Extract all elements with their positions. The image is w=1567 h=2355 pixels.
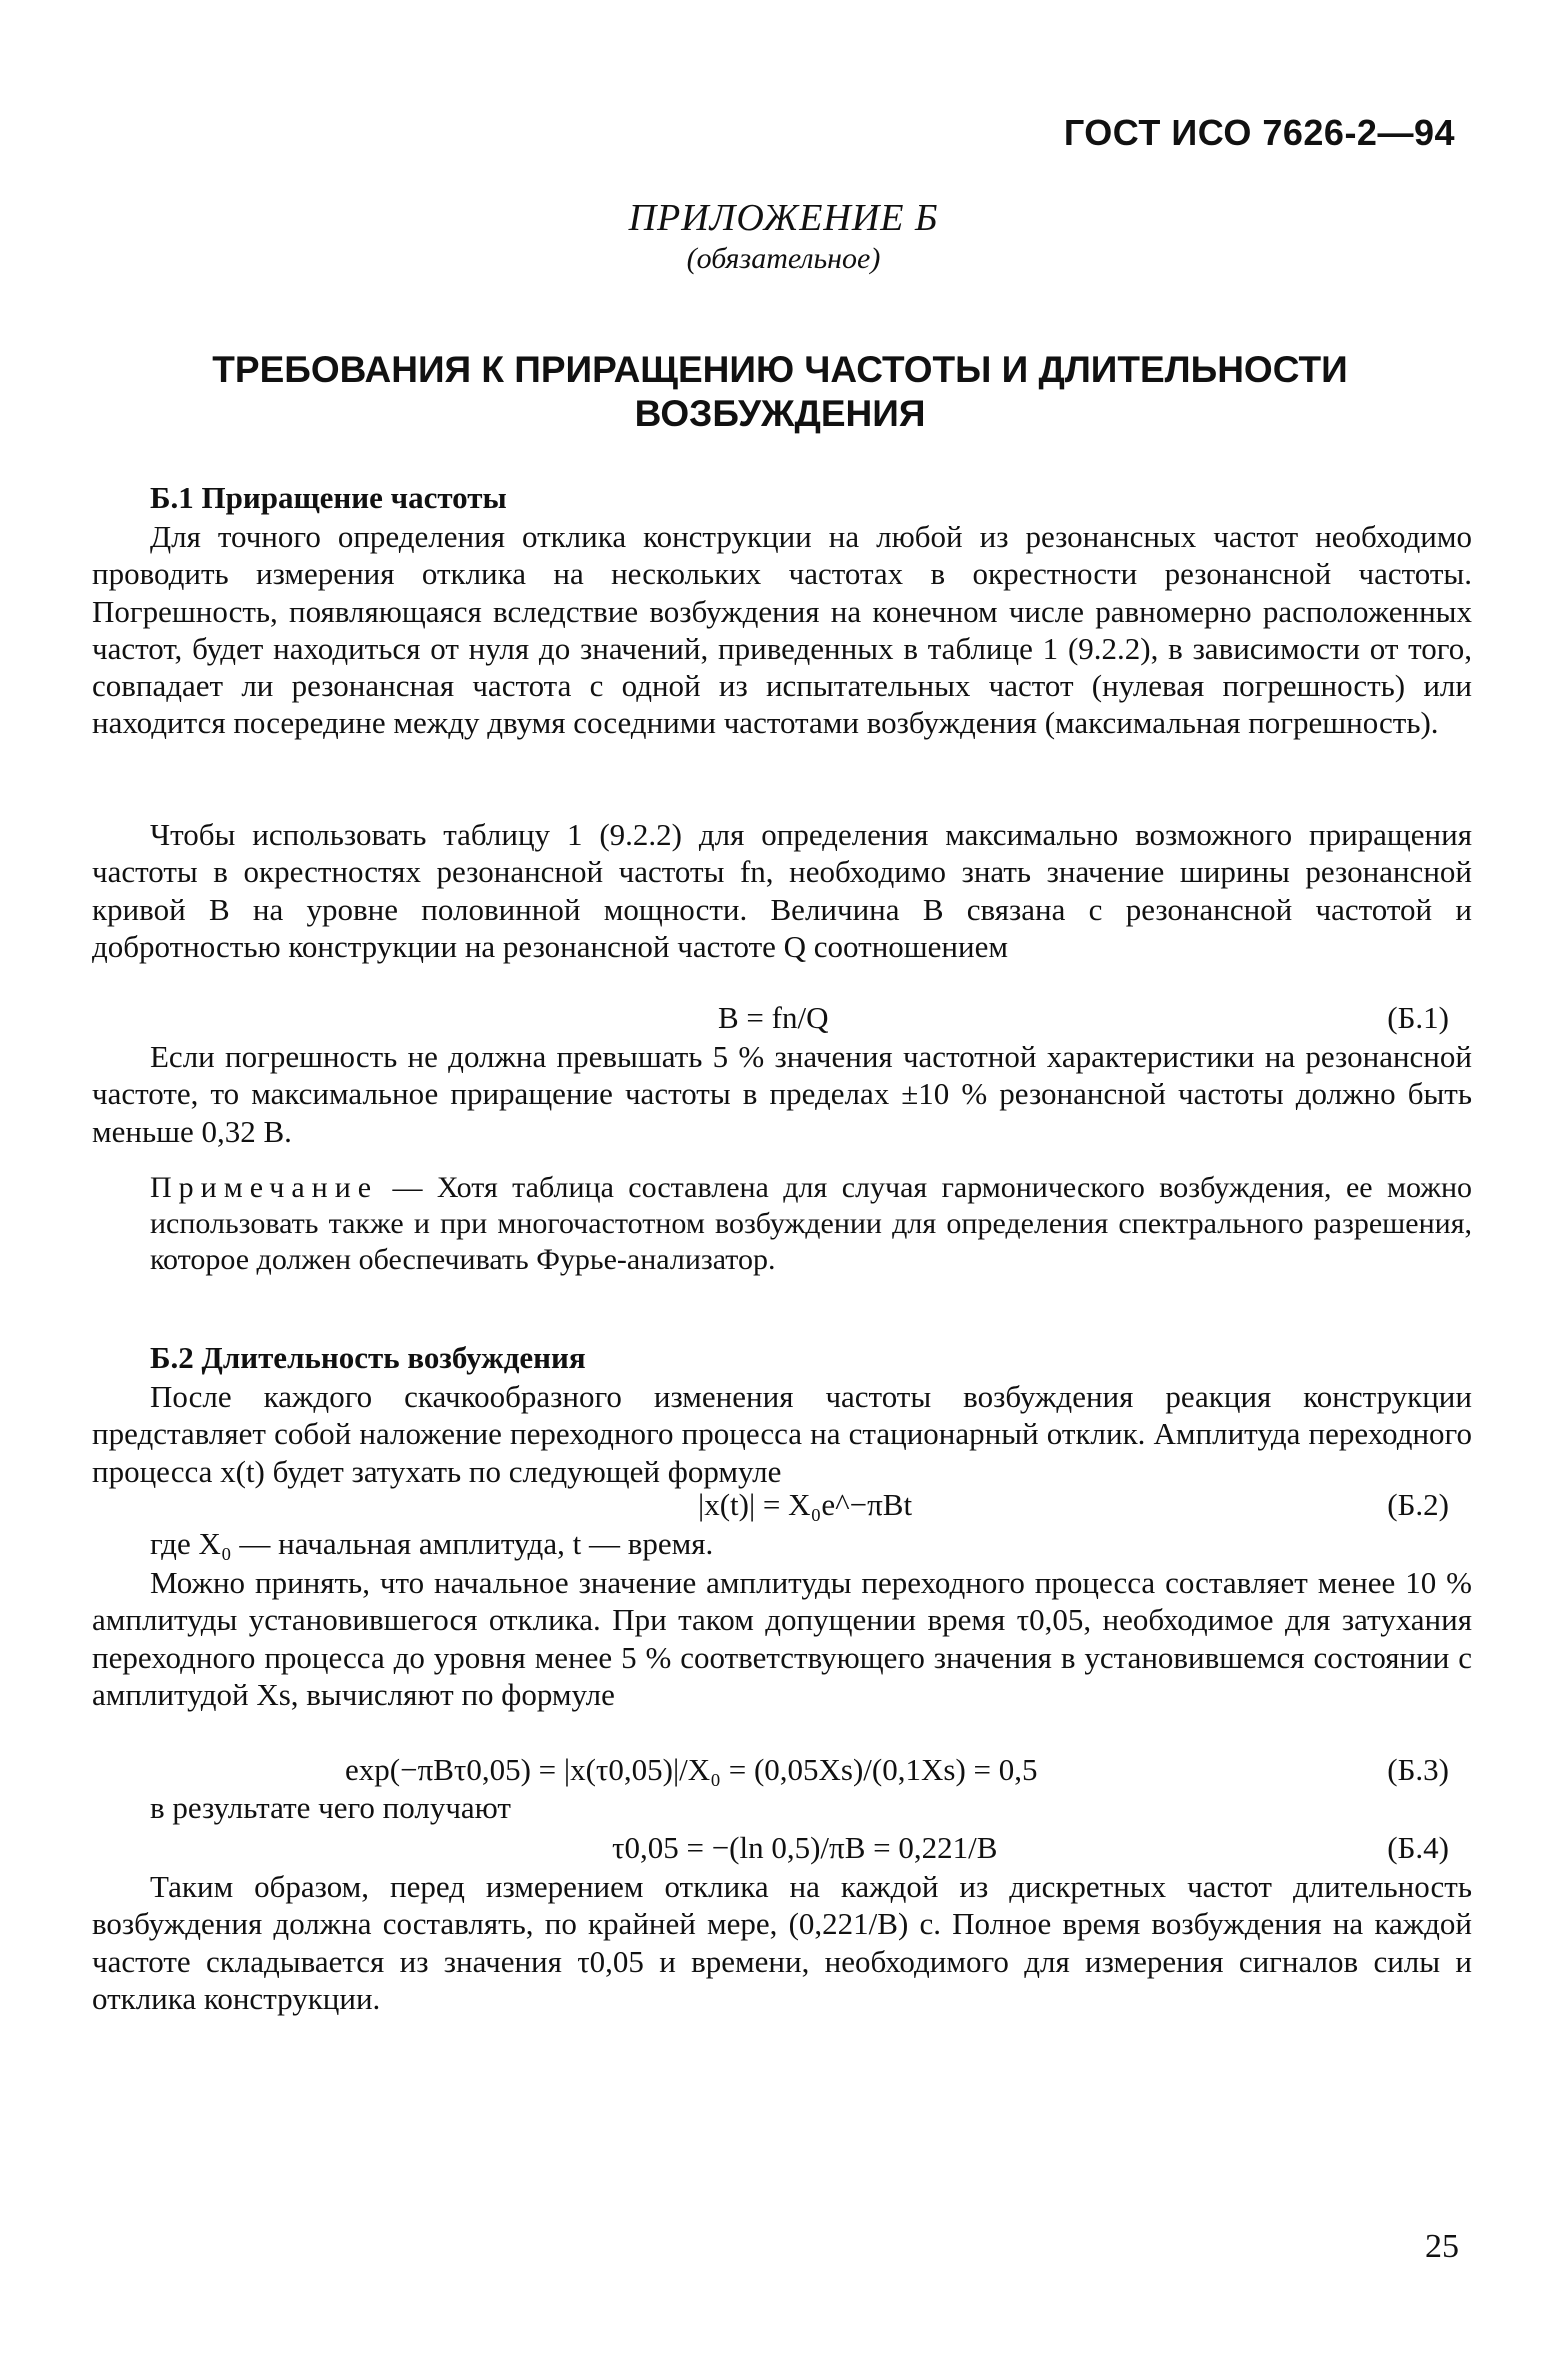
section-1-paragraph-3: Если погрешность не должна превышать 5 % значения частотной характеристики на резонансной частоте, то максимальное приращение частоты в пределах ±10 % резонансной частоты должно быть меньше 0,32 B. bbox=[92, 1039, 1472, 1149]
note bbox=[150, 1170, 1472, 1278]
equation-b3: exp(−πBτ0,05) = |x(τ0,05)|/X₀ = (0,05Xs)/(0,1Xs) = 0,5 bbox=[345, 1752, 1038, 1787]
equation-b2-number: (Б.2) bbox=[1387, 1487, 1449, 1522]
standard-header: ГОСТ ИСО 7626-2—94 bbox=[1063, 112, 1455, 153]
equation-b1-number: (Б.1) bbox=[1387, 1000, 1449, 1035]
equation-b2: |x(t)| = X₀e^−πBt bbox=[698, 1487, 913, 1522]
section-2-paragraph-1: После каждого скачкообразного изменения частоты возбуждения реакция конструкции представляет собой наложение переходного процесса на стационарный отклик. Амплитуда переходного процесса x(t) будет затухать по следующей формуле bbox=[92, 1379, 1472, 1489]
page-number: 25 bbox=[1425, 2228, 1459, 2265]
equation-b1: B = fn/Q bbox=[718, 1000, 829, 1035]
note-label: Примечание bbox=[150, 1171, 379, 1204]
where-clause: где X₀ — начальная амплитуда, t — время. bbox=[150, 1526, 714, 1561]
section-2-paragraph-2: Можно принять, что начальное значение амплитуды переходного процесса составляет менее 10 % амплитуды установившегося отклика. При таком допущении время τ0,05, необходимое для затухания переходного процесса до уровня менее 5 % соответствующего значения в установившемся состоянии с амплитудой Xs, вычисляют по формуле bbox=[92, 1565, 1472, 1712]
appendix-status: (обязательное) bbox=[686, 242, 881, 275]
section-2-paragraph-3: Таким образом, перед измерением отклика на каждой из дискретных частот длительность возбуждения должна составлять, по крайней мере, (0,221/B) с. Полное время возбуждения на каждой частоте складывается из значения τ0,05 и времени, необходимого для измерения сигналов силы и отклика конструкции. bbox=[92, 1869, 1472, 2016]
equation-b4-number: (Б.4) bbox=[1387, 1830, 1449, 1865]
page-title: ТРЕБОВАНИЯ К ПРИРАЩЕНИЮ ЧАСТОТЫ И ДЛИТЕЛЬНОСТИ ВОЗБУЖДЕНИЯ bbox=[212, 349, 1348, 434]
section-1-paragraph-2: Чтобы использовать таблицу 1 (9.2.2) для определения максимально возможного приращения частоты в окрестностях резонансной частоты fn, необходимо знать значение ширины резонансной кривой B на уровне половинной мощности. Величина B связана с резонансной частотой и добротностью конструкции на резонансной частоте Q соотношением bbox=[92, 817, 1472, 964]
note-text: — Хотя таблица составлена для случая гармонического возбуждения, ее можно использовать также и при многочастотном возбуждении для определения спектрального разрешения, которое должен обеспечивать Фурье-анализатор. bbox=[150, 1171, 1472, 1276]
section-2-heading: Б.2 Длительность возбуждения bbox=[150, 1340, 586, 1375]
result-text: в результате чего получают bbox=[150, 1790, 511, 1825]
section-1-paragraph-1: Для точного определения отклика конструкции на любой из резонансных частот необходимо проводить измерения отклика на нескольких частотах в окрестности резонансной частоты. Погрешность, появляющаяся вследствие возбуждения на конечном числе равномерно расположенных частот, будет находиться от нуля до значений, приведенных в таблице 1 (9.2.2), в зависимости от того, совпадает ли резонансная частота с одной из испытательных частот (нулевая погрешность) или находится посередине между двумя соседними частотами возбуждения (максимальная погрешность). bbox=[92, 519, 1472, 741]
appendix-title: ПРИЛОЖЕНИЕ Б bbox=[628, 197, 939, 239]
equation-b3-number: (Б.3) bbox=[1387, 1752, 1449, 1787]
equation-b4: τ0,05 = −(ln 0,5)/πB = 0,221/B bbox=[612, 1830, 998, 1865]
section-1-heading: Б.1 Приращение частоты bbox=[150, 480, 507, 515]
